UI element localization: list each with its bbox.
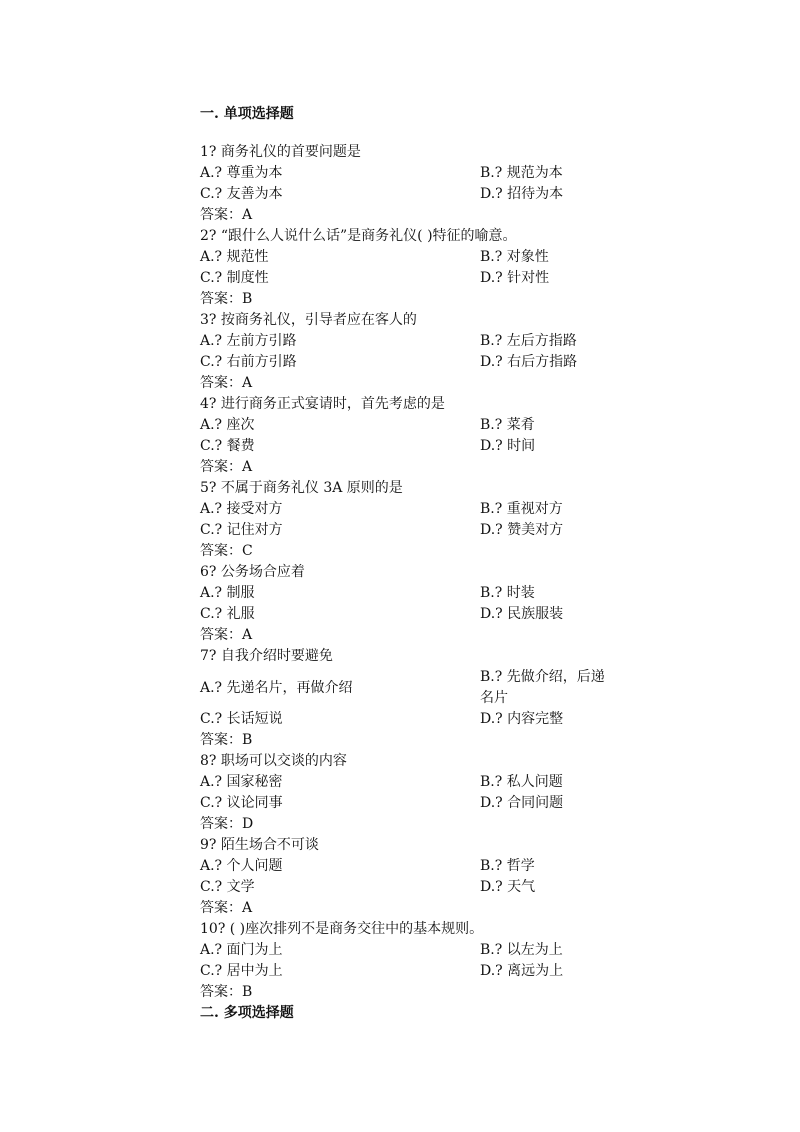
option-c: C.? 餐费 [200, 438, 255, 454]
option-c: C.? 右前方引路 [200, 354, 297, 370]
question-text: 7? 自我介绍时要避免 [200, 648, 333, 664]
question-text: 4? 进行商务正式宴请时，首先考虑的是 [200, 396, 445, 412]
option-a: A.? 面门为上 [200, 942, 283, 958]
option-row [200, 499, 620, 520]
option-b: B.? 规范为本 [480, 165, 563, 181]
option-c: C.? 长话短说 [200, 711, 283, 727]
question-block [200, 919, 620, 1003]
option-a: A.? 尊重为本 [200, 165, 283, 181]
option-row [200, 331, 620, 352]
option-d: D.? 右后方指路 [480, 354, 578, 370]
option-c: C.? 议论同事 [200, 795, 283, 811]
option-row [200, 604, 620, 625]
option-d: D.? 时间 [480, 438, 536, 454]
option-c: C.? 记住对方 [200, 522, 283, 538]
option-b: B.? 先做介绍，后递名片 [480, 669, 605, 706]
option-c: C.? 文学 [200, 879, 255, 895]
question-text: 3? 按商务礼仪，引导者应在客人的 [200, 312, 417, 328]
option-row [200, 667, 620, 709]
question-block [200, 751, 620, 835]
option-row [200, 583, 620, 604]
option-row [200, 520, 620, 541]
question-block [200, 394, 620, 478]
section-title-single-choice: 一. 单项选择题 [200, 106, 294, 122]
option-d: D.? 内容完整 [480, 711, 564, 727]
option-b: B.? 菜肴 [480, 417, 535, 433]
option-b: B.? 哲学 [480, 858, 535, 874]
option-row [200, 436, 620, 457]
option-a: A.? 先递名片，再做介绍 [200, 679, 353, 696]
question-block [200, 562, 620, 646]
option-b: B.? 重视对方 [480, 501, 563, 517]
question-text: 8? 职场可以交谈的内容 [200, 753, 347, 769]
option-b: B.? 左后方指路 [480, 333, 577, 349]
option-row [200, 961, 620, 982]
option-c: C.? 居中为上 [200, 963, 283, 979]
answer-text: 答案：A [200, 207, 253, 223]
answer-text: 答案：A [200, 375, 253, 391]
option-d: D.? 天气 [480, 879, 536, 895]
question-text: 1? 商务礼仪的首要问题是 [200, 144, 361, 160]
option-row [200, 940, 620, 961]
answer-text: 答案：A [200, 627, 253, 643]
option-c: C.? 礼服 [200, 606, 255, 622]
question-block [200, 646, 620, 751]
document-content [200, 104, 620, 1041]
answer-text: 答案：A [200, 900, 253, 916]
section-title-multi-choice: 二. 多项选择题 [200, 1005, 294, 1021]
option-a: A.? 个人问题 [200, 858, 283, 874]
option-d: D.? 赞美对方 [480, 522, 564, 538]
option-row [200, 184, 620, 205]
option-a: A.? 制服 [200, 585, 255, 601]
option-row [200, 877, 620, 898]
option-b: B.? 对象性 [480, 249, 549, 265]
question-block [200, 310, 620, 394]
option-c: C.? 制度性 [200, 270, 269, 286]
answer-text: 答案：B [200, 984, 253, 1000]
option-row [200, 415, 620, 436]
answer-text: 答案：B [200, 732, 253, 748]
option-row [200, 268, 620, 289]
question-block [200, 142, 620, 226]
question-text: 2? “跟什么人说什么话”是商务礼仪( )特征的喻意。 [200, 228, 517, 244]
answer-text: 答案：C [200, 543, 253, 559]
option-row [200, 709, 620, 730]
answer-text: 答案：B [200, 291, 253, 307]
question-block [200, 835, 620, 919]
option-d: D.? 招待为本 [480, 186, 564, 202]
answer-text: 答案：D [200, 816, 254, 832]
option-row [200, 247, 620, 268]
option-b: B.? 私人问题 [480, 774, 563, 790]
option-a: A.? 接受对方 [200, 501, 283, 517]
option-b: B.? 时装 [480, 585, 535, 601]
option-d: D.? 离远为上 [480, 963, 564, 979]
question-block [200, 478, 620, 562]
question-text: 10? ( )座次排列不是商务交往中的基本规则。 [200, 921, 484, 937]
question-block [200, 226, 620, 310]
question-text: 9? 陌生场合不可谈 [200, 837, 319, 853]
option-d: D.? 合同问题 [480, 795, 564, 811]
question-text: 6? 公务场合应着 [200, 564, 305, 580]
option-d: D.? 针对性 [480, 270, 550, 286]
answer-text: 答案：A [200, 459, 253, 475]
option-row [200, 352, 620, 373]
option-row [200, 793, 620, 814]
option-row [200, 856, 620, 877]
option-a: A.? 座次 [200, 417, 255, 433]
option-row [200, 163, 620, 184]
option-b: B.? 以左为上 [480, 942, 563, 958]
option-a: A.? 国家秘密 [200, 774, 283, 790]
option-a: A.? 规范性 [200, 249, 269, 265]
question-text: 5? 不属于商务礼仪 3A 原则的是 [200, 480, 403, 496]
option-a: A.? 左前方引路 [200, 333, 297, 349]
option-c: C.? 友善为本 [200, 186, 283, 202]
option-row [200, 772, 620, 793]
option-d: D.? 民族服装 [480, 606, 564, 622]
